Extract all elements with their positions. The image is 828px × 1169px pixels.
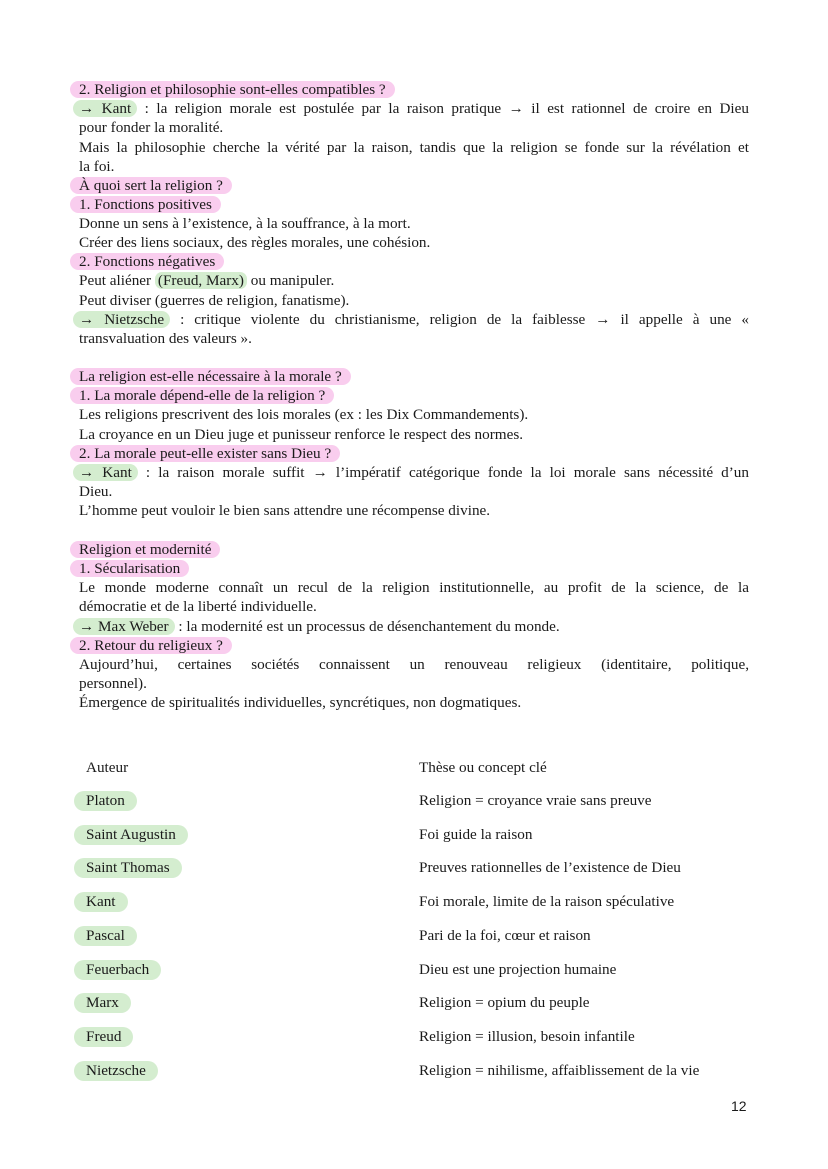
text-line: Donne un sens à l’existence, à la souffrance, à la mort. — [79, 215, 411, 232]
text-line: → Kant : la religion morale est postulée par la raison pratique → il est rationnel de croire en Dieu — [79, 99, 749, 118]
author-cell: Saint Augustin — [74, 825, 188, 845]
subheading-religion-philosophie: 2. Religion et philosophie sont-elles compatibles ? — [79, 80, 749, 99]
text-line: Créer des liens sociaux, des règles morales, une cohésion. — [79, 234, 431, 251]
text-line: → Max Weber : la modernité est un processus de désenchantement du monde. — [79, 617, 749, 636]
author-highlight-kant: → Kant — [73, 464, 138, 481]
thesis-cell: Religion = croyance vraie sans preuve — [419, 792, 652, 809]
text-line: Peut diviser (guerres de religion, fanatisme). — [79, 292, 350, 309]
author-cell: Freud — [74, 1027, 133, 1047]
text-line: L’homme peut vouloir le bien sans attendre une récompense divine. — [79, 502, 491, 519]
text-line: Les religions prescrivent des lois morales (ex : les Dix Commandements). — [79, 406, 529, 423]
thesis-cell: Foi morale, limite de la raison spéculative — [419, 893, 675, 910]
thesis-cell: Foi guide la raison — [419, 826, 533, 843]
thesis-cell: Religion = illusion, besoin infantile — [419, 1028, 635, 1045]
subheading-morale-sans-dieu: 2. La morale peut-elle exister sans Dieu ? — [79, 444, 749, 463]
subheading-secularisation: 1. Sécularisation — [79, 559, 749, 578]
text-line: La croyance en un Dieu juge et punisseur renforce le respect des normes. — [79, 426, 524, 443]
thesis-cell: Preuves rationnelles de l’existence de Dieu — [419, 859, 681, 876]
text-line: transvaluation des valeurs ». — [79, 330, 252, 347]
text-line: démocratie et de la liberté individuelle. — [79, 598, 317, 615]
text-line: la foi. — [79, 158, 115, 175]
thesis-cell: Religion = opium du peuple — [419, 994, 590, 1011]
subheading-retour-religieux: 2. Retour du religieux ? — [79, 636, 749, 655]
author-highlight-weber: → Max Weber — [73, 618, 175, 635]
subheading-morale-depend: 1. La morale dépend-elle de la religion ? — [79, 386, 749, 405]
author-cell: Marx — [74, 993, 131, 1013]
text-line: Mais la philosophie cherche la vérité par la raison, tandis que la religion se fonde sur la révélation et — [79, 139, 749, 156]
text-line: Aujourd’hui, certaines sociétés connaissent un renouveau religieux (identitaire, politique, — [79, 656, 749, 673]
table-header-author: Auteur — [86, 759, 129, 776]
heading-a-quoi-sert: À quoi sert la religion ? — [79, 176, 749, 195]
heading-religion-morale: La religion est-elle nécessaire à la morale ? — [79, 367, 749, 386]
author-cell: Nietzsche — [74, 1061, 158, 1081]
page-number: 12 — [731, 1098, 747, 1114]
text-line: Le monde moderne connaît un recul de la religion institutionnelle, au profit de la science, de la — [79, 579, 749, 596]
text-line: Émergence de spiritualités individuelles, syncrétiques, non dogmatiques. — [79, 694, 522, 711]
author-highlight-freud-marx: (Freud, Marx) — [155, 272, 247, 289]
thesis-cell: Religion = nihilisme, affaiblissement de la vie — [419, 1062, 700, 1079]
author-highlight-kant: → Kant — [73, 100, 137, 117]
author-cell: Pascal — [74, 926, 137, 946]
heading-religion-modernite: Religion et modernité — [79, 540, 749, 559]
text-line: → Kant : la raison morale suffit → l’impératif catégorique fonde la loi morale sans nécessité d’un — [79, 463, 749, 482]
text-line: Dieu. — [79, 483, 113, 500]
subheading-fonctions-positives: 1. Fonctions positives — [79, 195, 749, 214]
text-line: Peut aliéner (Freud, Marx) ou manipuler. — [79, 272, 335, 289]
author-cell: Kant — [74, 892, 128, 912]
author-highlight-nietzsche: → Nietzsche — [73, 311, 170, 328]
subheading-fonctions-negatives: 2. Fonctions négatives — [79, 252, 749, 271]
text-line: pour fonder la moralité. — [79, 119, 224, 136]
author-cell: Feuerbach — [74, 960, 161, 980]
thesis-cell: Dieu est une projection humaine — [419, 961, 617, 978]
text-line: → Nietzsche : critique violente du christianisme, religion de la faiblesse → il appelle à une « — [79, 310, 749, 329]
author-cell: Platon — [74, 791, 137, 811]
text-line: personnel). — [79, 675, 147, 692]
table-header-thesis: Thèse ou concept clé — [419, 759, 547, 776]
author-cell: Saint Thomas — [74, 858, 182, 878]
thesis-cell: Pari de la foi, cœur et raison — [419, 927, 591, 944]
